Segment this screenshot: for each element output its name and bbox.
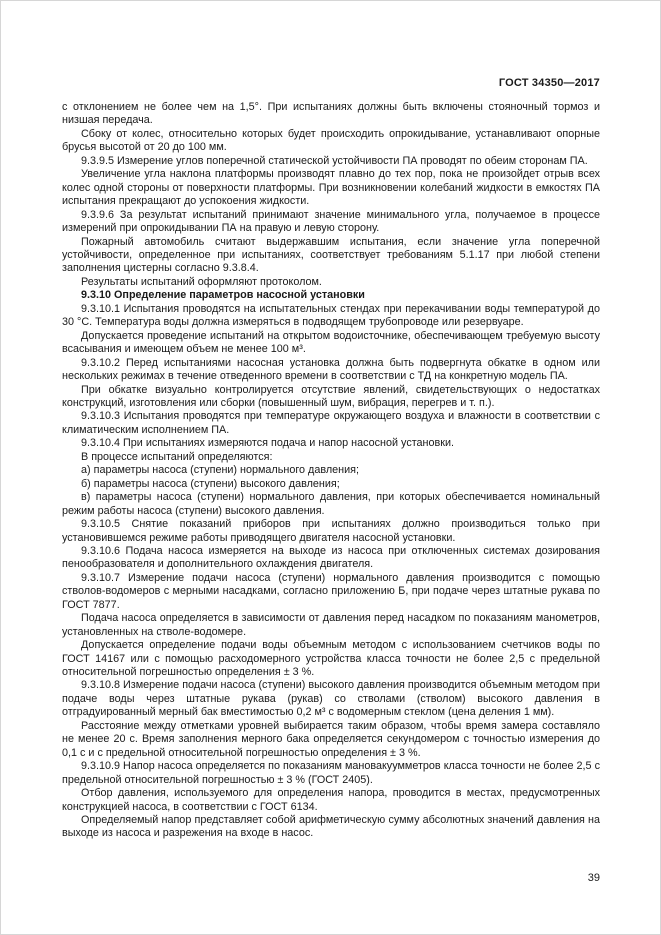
- document-body: [62, 101, 600, 841]
- paragraph: 9.3.10.5 Снятие показаний приборов при испытаниях должно производиться только при установившемся режиме работы приводящего двигателя насосной установки.: [62, 518, 600, 544]
- paragraph: 9.3.10.3 Испытания проводятся при температуре окружающего воздуха и влажности в соответствии с климатическим исполнением ПА.: [62, 410, 600, 436]
- paragraph: Увеличение угла наклона платформы производят плавно до тех пор, пока не произойдет отрыв всех колес одной стороны от поверхности платформы. При возникновении колебаний жидкости в емкостях ПА испытания прекращают до успокоения жидкости.: [62, 168, 600, 208]
- paragraph: 9.3.10.7 Измерение подачи насоса (ступени) нормального давления производится с помощью стволов-водомеров с мерными насадками, согласно приложению Б, при подаче через штатные рукава по ГОСТ 7877.: [62, 571, 600, 611]
- paragraph: 9.3.10.9 Напор насоса определяется по показаниям мановакуумметров класса точности не более 2,5 с предельной относительной погрешностью ± 3 % (ГОСТ 2405).: [62, 760, 600, 786]
- paragraph: с отклонением не более чем на 1,5°. При испытаниях должны быть включены стояночный тормоз и низшая передача.: [62, 101, 600, 127]
- paragraph: Допускается определение подачи воды объемным методом с использованием счетчиков воды по ГОСТ 14167 или с помощью расходомерного устройства класса точности не более 2,5 с предельной относительной погрешностью определения ± 3 %.: [62, 639, 600, 679]
- paragraph: Сбоку от колес, относительно которых будет происходить опрокидывание, устанавливают опорные брусья высотой от 20 до 100 мм.: [62, 127, 600, 154]
- paragraph: В процессе испытаний определяются:: [81, 450, 273, 463]
- list-item: в) параметры насоса (ступени) нормального давления, при которых обеспечивается номинальный режим работы насоса (ступени) высокого давления.: [62, 491, 600, 517]
- list-item: б) параметры насоса (ступени) высокого давления;: [81, 477, 340, 490]
- paragraph: Отбор давления, используемого для определения напора, проводится в местах, предусмотренных конструкцией насоса, в соответствии с ГОСТ 6134.: [62, 787, 600, 813]
- document-header: ГОСТ 34350—2017: [498, 77, 600, 89]
- paragraph: 9.3.10.1 Испытания проводятся на испытательных стендах при перекачивании воды температурой до 30 °С. Температура воды должна измеряться в подводящем трубопроводе или резервуаре.: [62, 302, 600, 329]
- paragraph: Подача насоса определяется в зависимости от давления перед насадком по показаниям манометров, установленных на стволе-водомере.: [62, 612, 600, 638]
- paragraph: Допускается проведение испытаний на открытом водоисточнике, обеспечивающем требуемую высоту всасывания и имеющем объем не менее 100 м³.: [62, 329, 600, 356]
- paragraph: 9.3.10.2 Перед испытаниями насосная установка должна быть подвергнута обкатке в одном или нескольких режимах в течение отведенного времени в соответствии с ТД на конкретную модель ПА.: [62, 356, 600, 383]
- paragraph: Результаты испытаний оформляют протоколом.: [81, 275, 322, 288]
- list-item: а) параметры насоса (ступени) нормального давления;: [81, 464, 359, 477]
- paragraph: 9.3.10.8 Измерение подачи насоса (ступени) высокого давления производится объемным методом при подаче воды через штатные рукава (рукав) со стволами (стволом) высокого давления в отградуированный мерный бак вместимостью 0,2 м³ с водомерным стеклом (цена деления 1 мм).: [62, 679, 600, 719]
- paragraph: При обкатке визуально контролируется отсутствие явлений, свидетельствующих о недостатках конструкций, изготовления или сборки (повышенный шум, вибрация, перегрев и т. п.).: [62, 383, 600, 409]
- paragraph: 9.3.10.6 Подача насоса измеряется на выходе из насоса при отключенных системах дозирования пенообразователя и дополнительного охлаждения двигателя.: [62, 544, 600, 571]
- paragraph: Расстояние между отметками уровней выбирается таким образом, чтобы время замера составляло не менее 20 с. Время заполнения мерного бака определяется секундомером с точностью измерения до 0,1 с и с предельной относительной погрешностью определения ± 3 %.: [62, 719, 600, 759]
- paragraph: 9.3.9.6 За результат испытаний принимают значение минимального угла, получаемое в процессе измерений при опрокидывании ПА на правую и левую сторону.: [62, 208, 600, 235]
- paragraph: Определяемый напор представляет собой арифметическую сумму абсолютных значений давления на выходе из насоса и разрежения на входе в насос.: [62, 814, 600, 840]
- section-heading: 9.3.10 Определение параметров насосной установки: [81, 289, 365, 302]
- paragraph: Пожарный автомобиль считают выдержавшим испытания, если значение угла поперечной устойчивости, определенное при испытаниях, соответствует требованиям 5.1.17 при любой степени заполнения цистерны согласно 9.3.8.4.: [62, 235, 600, 275]
- paragraph: 9.3.10.4 При испытаниях измеряются подача и напор насосной установки.: [81, 437, 455, 450]
- page-number: 39: [587, 872, 600, 884]
- paragraph: 9.3.9.5 Измерение углов поперечной статической устойчивости ПА проводят по обеим сторонам ПА.: [81, 154, 588, 167]
